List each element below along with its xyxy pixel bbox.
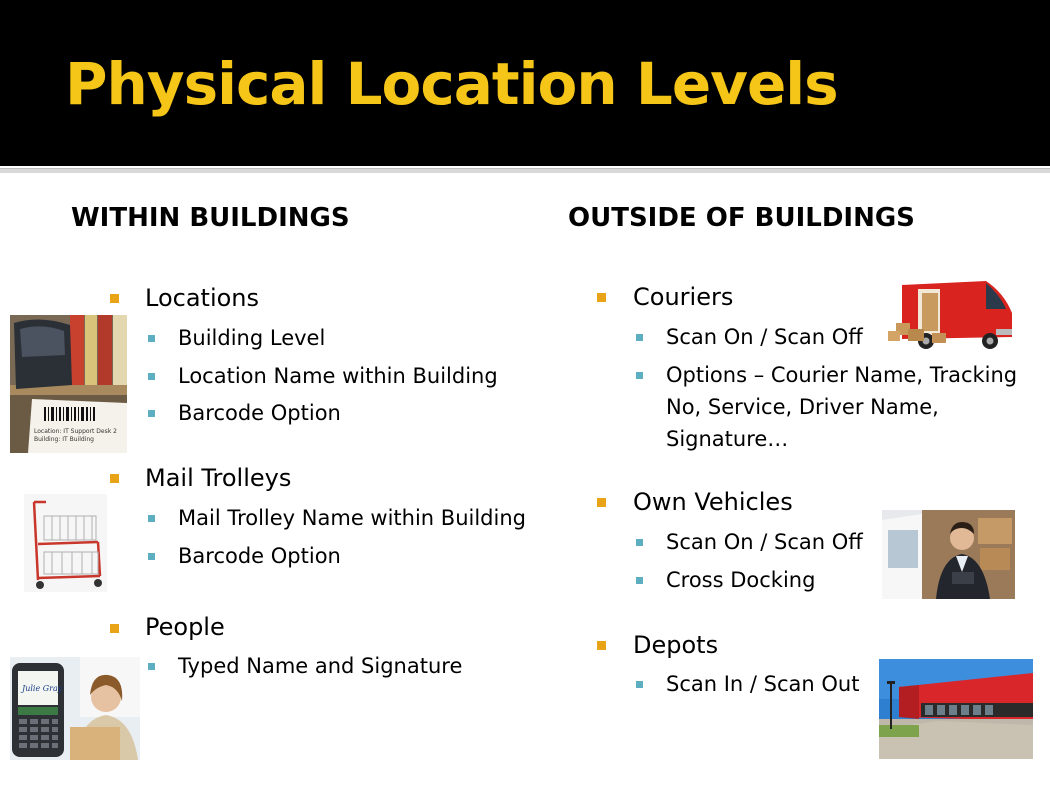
list-item-continuation: No, Service, Driver Name,: [666, 395, 939, 419]
list-item: Typed Name and Signature: [178, 654, 463, 678]
list-item: Scan In / Scan Out: [666, 672, 860, 696]
group-label-locations: Locations: [145, 284, 260, 312]
group-label-couriers: Couriers: [633, 283, 734, 311]
sub-bullet-marker: [148, 553, 155, 560]
sub-bullet-marker: [636, 577, 643, 584]
mail-trolley-photo: [24, 494, 107, 592]
printer-label-line-2: Building: IT Building: [34, 436, 94, 443]
label-printer-photo: [10, 315, 127, 453]
right-column-heading: OUTSIDE OF BUILDINGS: [568, 203, 915, 233]
printer-label-line-1: Location: IT Support Desk 2: [34, 428, 117, 435]
bullet-marker: [110, 294, 119, 303]
sub-bullet-marker: [636, 539, 643, 546]
sub-bullet-marker: [636, 372, 643, 379]
left-column-heading: WITHIN BUILDINGS: [71, 203, 350, 233]
sub-bullet-marker: [148, 515, 155, 522]
sub-bullet-marker: [148, 335, 155, 342]
signature-text: Julie Gray: [22, 684, 63, 693]
sub-bullet-marker: [636, 681, 643, 688]
bullet-marker: [110, 624, 119, 633]
bullet-marker: [597, 641, 606, 650]
list-item: Scan On / Scan Off: [666, 530, 863, 554]
list-item: Options – Courier Name, Tracking: [666, 363, 1018, 387]
bullet-marker: [597, 498, 606, 507]
sub-bullet-marker: [148, 410, 155, 417]
group-label-depots: Depots: [633, 631, 719, 659]
group-label-people: People: [145, 613, 225, 641]
title-divider: [0, 168, 1050, 173]
list-item: Mail Trolley Name within Building: [178, 506, 526, 530]
list-item: Cross Docking: [666, 568, 816, 592]
sub-bullet-marker: [636, 334, 643, 341]
sub-bullet-marker: [148, 373, 155, 380]
slide-title: Physical Location Levels: [65, 50, 838, 118]
bullet-marker: [110, 474, 119, 483]
depot-building-photo: [879, 659, 1033, 759]
list-item: Barcode Option: [178, 401, 341, 425]
list-item: Building Level: [178, 326, 326, 350]
bullet-marker: [597, 293, 606, 302]
group-label-mail-trolleys: Mail Trolleys: [145, 464, 292, 492]
handheld-signature-photo: [10, 657, 140, 760]
list-item: Location Name within Building: [178, 364, 498, 388]
group-label-own-vehicles: Own Vehicles: [633, 488, 793, 516]
sub-bullet-marker: [148, 663, 155, 670]
list-item: Barcode Option: [178, 544, 341, 568]
list-item-continuation: Signature…: [666, 427, 789, 451]
vehicle-driver-photo: [882, 510, 1015, 599]
list-item: Scan On / Scan Off: [666, 325, 863, 349]
courier-van-photo: [878, 269, 1019, 361]
